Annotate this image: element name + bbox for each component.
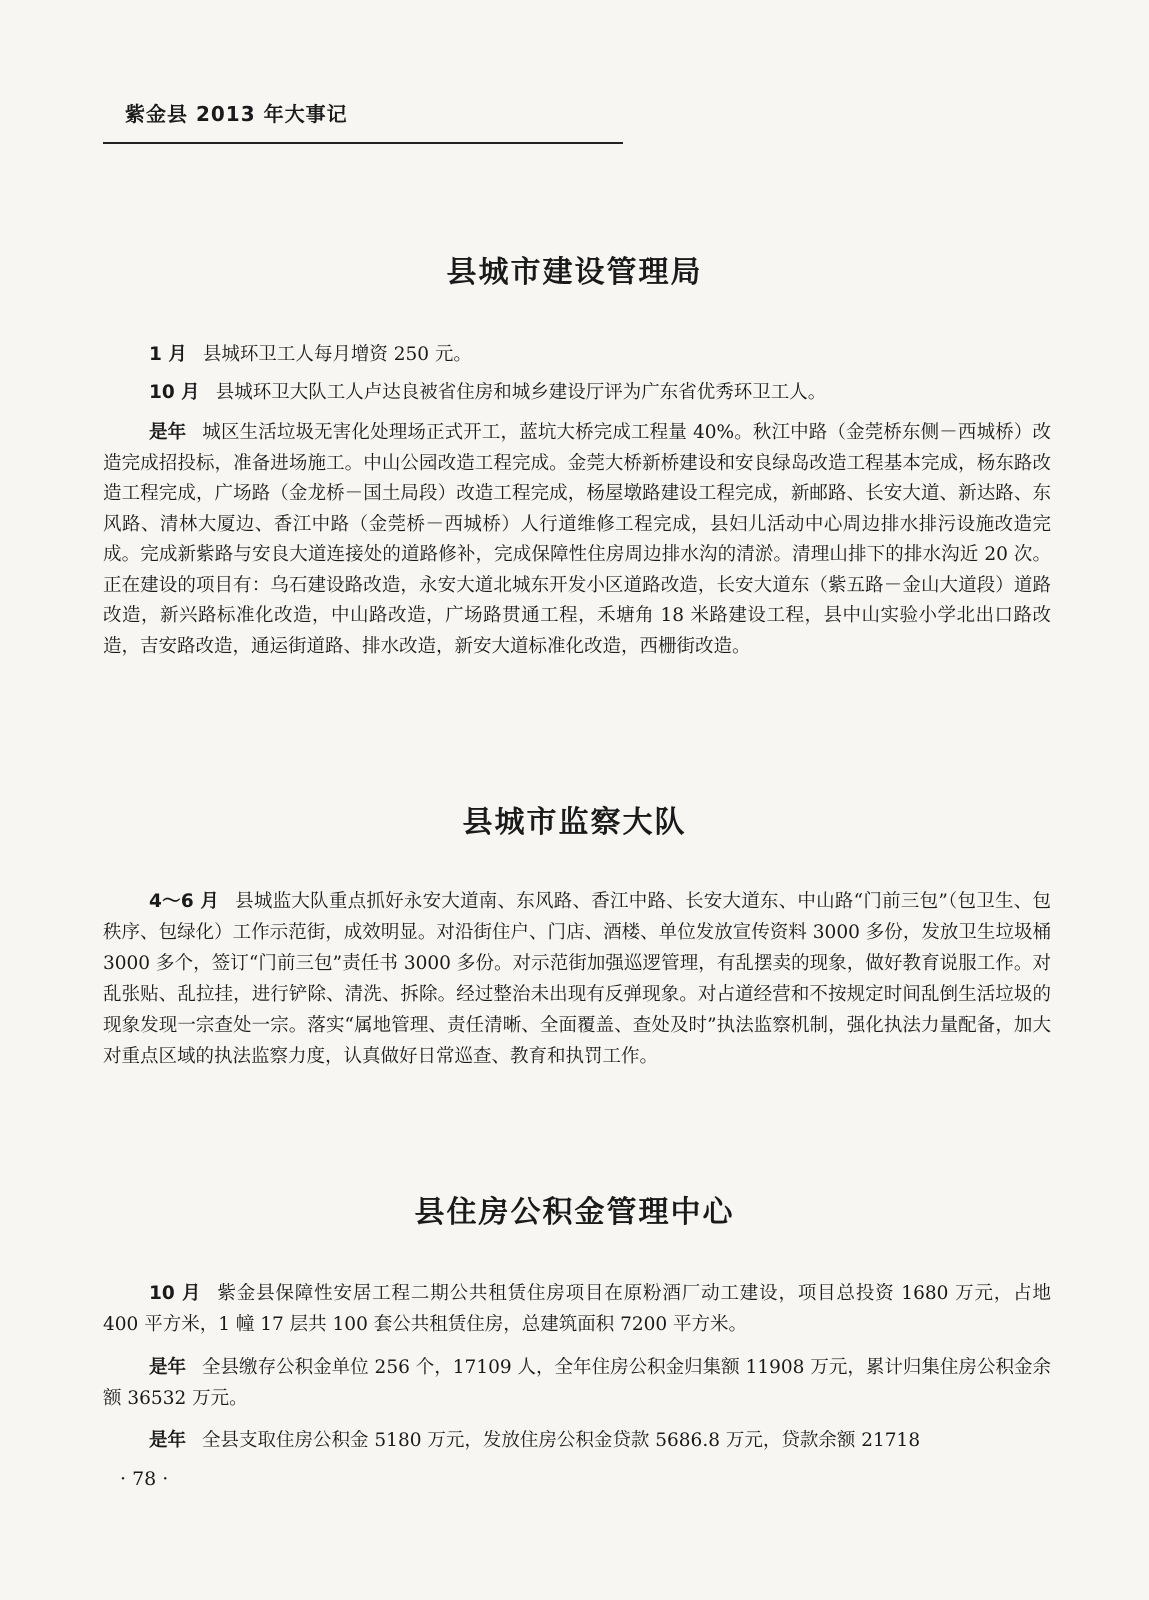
section-title: 县住房公积金管理中心 <box>414 1195 735 1230</box>
entry-paragraph <box>103 378 1051 408</box>
entry-paragraph <box>103 886 1051 1072</box>
entry-text: 全县缴存公积金单位 256 个，17109 人，全年住房公积金归集额 11908 万元，累计归集住房公积金余额 36532 万元。 <box>103 1357 1051 1409</box>
entry-date: 是年 <box>149 422 187 443</box>
entry-paragraph <box>103 340 1051 370</box>
entry-text: 县城监大队重点抓好永安大道南、东风路、香江中路、长安大道东、中山路“门前三包”（包卫生、包秩序、包绿化）工作示范街，成效明显。对沿街住户、门店、酒楼、单位发放宣传资料 3000 多份，发放卫生垃圾桶 3000 多个，签订“门前三包”责任书 3000 多份。对示范街加强巡逻管理，有乱摆卖的现象，做好教育说服工作。对乱张贴、乱拉挂，进行铲除、清洗、拆除。经过整治未出现有反弹现象。对占道经营和不按规定时间乱倒生活垃圾的现象发现一宗查处一宗。落实“属地管理、责任清晰、全面覆盖、查处及时”执法监察机制，强化执法力量配备，加大对重点区域的执法监察力度，认真做好日常巡查、教育和执罚工作。 <box>103 891 1051 1067</box>
entry-date: 10 月 <box>149 382 200 403</box>
running-head: 紫金县 2013 年大事记 <box>125 102 348 126</box>
entry-text: 紫金县保障性安居工程二期公共租赁住房项目在原粉酒厂动工建设，项目总投资 1680 万元，占地 400 平方米，1 幢 17 层共 100 套公共租赁住房，总建筑面积 7200 平方米。 <box>103 1283 1051 1335</box>
entry-text: 县城环卫工人每月增资 250 元。 <box>202 344 472 365</box>
entry-text: 县城环卫大队工人卢达良被省住房和城乡建设厅评为广东省优秀环卫工人。 <box>215 382 827 403</box>
entry-paragraph <box>103 1426 1051 1456</box>
entry-text: 全县支取住房公积金 5180 万元，发放住房公积金贷款 5686.8 万元，贷款余额 21718 <box>202 1430 921 1451</box>
entry-date: 1 月 <box>149 344 187 365</box>
section-title: 县城市建设管理局 <box>446 255 703 290</box>
entry-date: 10 月 <box>149 1283 202 1304</box>
entry-paragraph <box>103 1352 1051 1414</box>
entry-paragraph <box>103 418 1051 662</box>
entry-text: 城区生活垃圾无害化处理场正式开工，蓝坑大桥完成工程量 40%。秋江中路（金莞桥东侧－西城桥）改造完成招投标，准备进场施工。中山公园改造工程完成。金莞大桥新桥建设和安良绿岛改造工程基本完成，杨东路改造工程完成，广场路（金龙桥－国土局段）改造工程完成，杨屋墩路建设工程完成，新邮路、长安大道、新达路、东风路、清林大厦边、香江中路（金莞桥－西城桥）人行道维修工程完成，县妇儿活动中心周边排水排污设施改造完成。完成新紫路与安良大道连接处的道路修补，完成保障性住房周边排水沟的清淤。清理山排下的排水沟近 20 次。正在建设的项目有：乌石建设路改造，永安大道北城东开发小区道路改造，长安大道东（紫五路－金山大道段）道路改造，新兴路标准化改造，中山路改造，广场路贯通工程，禾塘角 18 米路建设工程，县中山实验小学北出口路改造，吉安路改造，通运街道路、排水改造，新安大道标准化改造，西栅街改造。 <box>103 422 1051 657</box>
entry-date: 4～6 月 <box>149 891 220 912</box>
entry-date: 是年 <box>149 1357 187 1378</box>
entry-paragraph <box>103 1278 1051 1340</box>
section-title: 县城市监察大队 <box>462 805 687 840</box>
entry-date: 是年 <box>149 1430 187 1451</box>
page-number: · 78 · <box>120 1468 169 1490</box>
header-rule <box>103 142 623 144</box>
